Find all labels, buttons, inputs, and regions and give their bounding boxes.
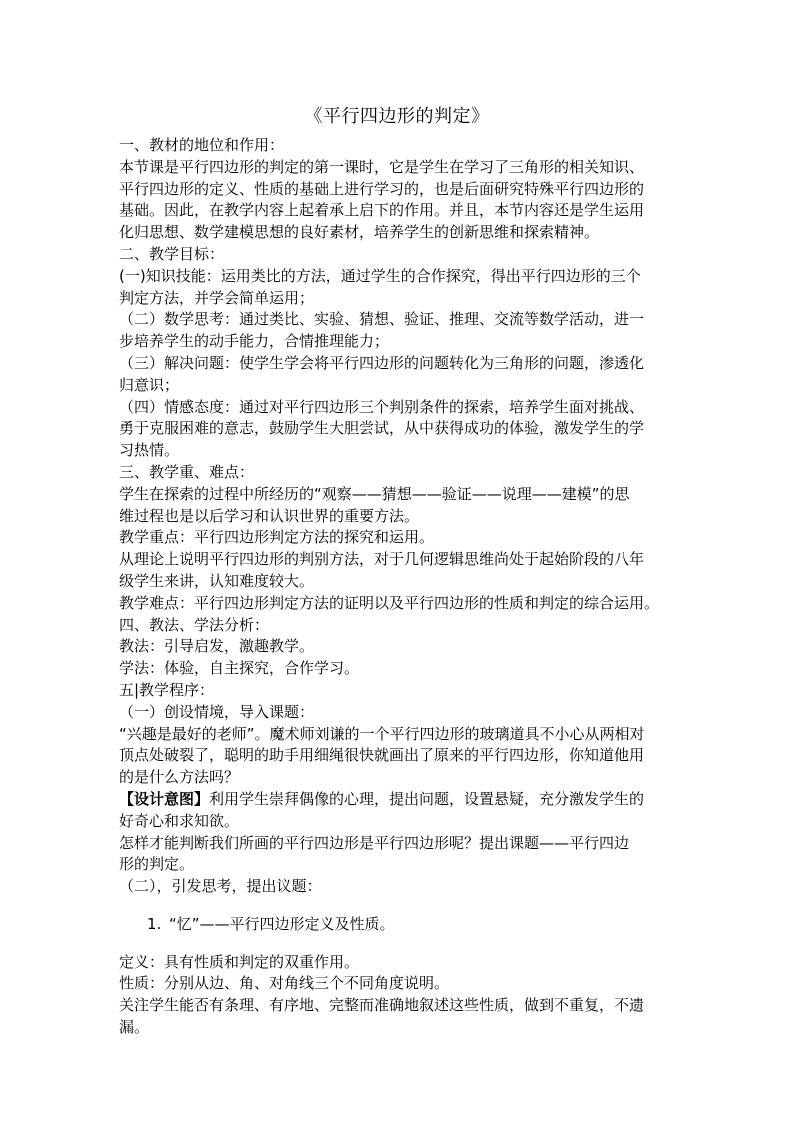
text-line: 学法：体验，自主探究，合作学习。 <box>119 659 360 678</box>
design-intent-label: 【设计意图】 <box>119 789 210 808</box>
text-line: 从理论上说明平行四边形的判别方法，对于几何逻辑思维尚处于起始阶段的八年 <box>119 550 645 569</box>
design-intent-line-1 <box>119 789 685 811</box>
text-line: 级学生来讲，认知难度较大。 <box>119 571 315 590</box>
text-line: 教学重点：平行四边形判定方法的探究和运用。 <box>119 528 435 547</box>
text-line: 教学难点：平行四边形判定方法的证明以及平行四边形的性质和判定的综合运用。 <box>119 593 660 612</box>
text-line: 怎样才能判断我们所画的平行四边形是平行四边形呢？提出课题——平行四边 <box>119 833 630 852</box>
list-item-number: 1. <box>147 914 162 933</box>
text-line: 三、教学重、难点： <box>119 462 255 481</box>
text-line: 四、教法、学法分析： <box>119 615 270 634</box>
text-line: 一、教材的地位和作用： <box>119 136 285 154</box>
text-line: 学生在探索的过程中所经历的“观察——猜想——验证——说理——建模”的思 <box>119 484 630 503</box>
text-line: （三）解决问题：使学生学会将平行四边形的问题转化为三角形的问题，渗透化 <box>119 353 645 372</box>
document-body <box>119 135 685 1039</box>
text-line: （二）数学思考：通过类比、实验、猜想、验证、推理、交流等数学活动，进一 <box>119 310 645 329</box>
text-line: 习热情。 <box>119 441 180 460</box>
text-line: 维过程也是以后学习和认识世界的重要方法。 <box>119 506 420 525</box>
text-line: （四）情感态度：通过对平行四边形三个判别条件的探索，培养学生面对挑战、 <box>119 397 645 416</box>
text-line: “兴趣是最好的老师”。魔术师刘谦的一个平行四边形的玻璃道具不小心从两相对 <box>119 724 645 743</box>
text-line: 步培养学生的动手能力，合情推理能力； <box>119 332 390 351</box>
numbered-list-item <box>119 914 685 936</box>
text-line: 化归思想、数学建模思想的良好素材，培养学生的创新思维和探索精神。 <box>119 223 600 242</box>
text-line: （二），引发思考，提出议题： <box>119 877 322 896</box>
text-line: （一）创设情境，导入课题： <box>119 702 315 721</box>
text-line: 定义：具有性质和判定的双重作用。 <box>119 952 360 971</box>
text-line: 基础。因此，在教学内容上起着承上启下的作用。并且，本节内容还是学生运用 <box>119 201 645 220</box>
design-intent-text: 利用学生崇拜偶像的心理，提出问题，设置悬疑，充分激发学生的 <box>209 789 645 808</box>
text-line: 顶点处破裂了，聪明的助手用细绳很快就画出了原来的平行四边形，你知道他用 <box>119 746 645 765</box>
spacer <box>119 936 685 952</box>
text-line: 性质：分别从边、角、对角线三个不同角度说明。 <box>119 974 450 993</box>
spacer <box>119 898 685 914</box>
after-design-paragraphs <box>119 833 685 898</box>
text-line: 五|教学程序： <box>119 680 215 699</box>
text-line: 判定方法，并学会简单运用； <box>119 288 315 307</box>
text-line: 归意识； <box>119 375 180 394</box>
document-title: 《平行四边形的判定》 <box>304 106 490 127</box>
text-line: 教法：引导启发，激趣教学。 <box>119 637 315 656</box>
main-paragraphs <box>119 135 685 789</box>
text-line: 本节课是平行四边形的判定的第一课时，它是学生在学习了三角形的相关知识、 <box>119 157 645 176</box>
text-line: 勇于克服困难的意志，鼓励学生大胆尝试，从中获得成功的体验，激发学生的学 <box>119 419 645 438</box>
text-line: (一)知识技能：运用类比的方法，通过学生的合作探究，得出平行四边形的三个 <box>119 266 641 285</box>
text-line: 平行四边形的定义、性质的基础上进行学习的，也是后面研究特殊平行四边形的 <box>119 179 645 198</box>
text-line: 漏。 <box>119 1018 150 1037</box>
list-item-text: “忆”——平行四边形定义及性质。 <box>169 914 395 933</box>
final-paragraphs <box>119 952 685 1039</box>
design-intent-line-2: 好奇心和求知欲。 <box>119 811 240 830</box>
text-line: 的是什么方法吗？ <box>119 768 240 787</box>
text-line: 二、教学目标： <box>119 244 225 263</box>
text-line: 关注学生能否有条理、有序地、完整而准确地叙述这些性质，做到不重复，不遗 <box>119 996 645 1015</box>
text-line: 形的判定。 <box>119 855 195 874</box>
